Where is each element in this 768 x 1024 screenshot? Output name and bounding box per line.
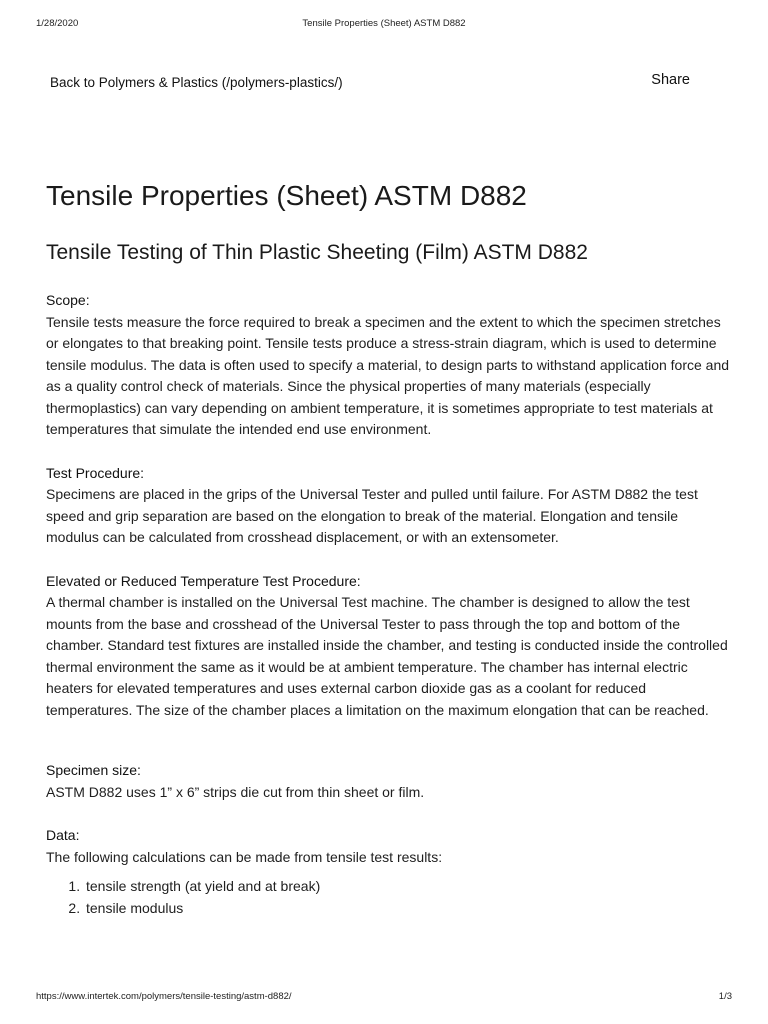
page-number: 1/3 bbox=[718, 991, 732, 1002]
section-heading: Specimen size: bbox=[46, 762, 141, 778]
section-test-procedure bbox=[46, 463, 732, 549]
section-heading: Data: bbox=[46, 827, 80, 843]
section-body: Specimens are placed in the grips of the Universal Tester and pulled until failure. For ASTM D882 the test speed and grip separation are based on the elongation to break of the material. Elongation and tensile modulus can be calculated from crosshead displacement, or with an extensometer. bbox=[46, 486, 698, 545]
section-body: Tensile tests measure the force required to break a specimen and the extent to which the specimen stretches or elongates to that breaking point. Tensile tests produce a stress-strain diagram, which is used to determine tensile modulus. The data is often used to specify a material, to design parts to withstand application force and as a quality control check of materials. Since the physical properties of many materials (especially thermoplastics) can vary depending on ambient temperature, it is sometimes appropriate to test materials at temperatures that simulate the intended end use environment. bbox=[46, 313, 730, 437]
article-content bbox=[46, 176, 732, 919]
list-item: 2. tensile modulus bbox=[84, 898, 732, 920]
print-url: https://www.intertek.com/polymers/tensile-testing/astm-d882/ bbox=[36, 991, 292, 1002]
top-navigation bbox=[50, 72, 690, 94]
print-header bbox=[0, 18, 768, 32]
page-subtitle: Tensile Testing of Thin Plastic Sheeting (Film) ASTM D882 bbox=[46, 241, 588, 264]
section-body: A thermal chamber is installed on the Universal Test machine. The chamber is designed to allow the test mounts from the base and crosshead of the Universal Tester to pass through the top and bottom of the chamber. Standard test fixtures are installed inside the chamber, and testing is conducted inside the controlled thermal environment the same as it would be at ambient temperature. The chamber has internal electric heaters for elevated temperatures and uses external carbon dioxide gas as a coolant for reduced temperatures. The size of the chamber places a limitation on the maximum elongation that can be reached. bbox=[46, 594, 728, 718]
section-temperature-procedure bbox=[46, 571, 732, 722]
print-date: 1/28/2020 bbox=[36, 18, 79, 29]
section-body: ASTM D882 uses 1” x 6” strips die cut from thin sheet or film. bbox=[46, 783, 425, 800]
section-data bbox=[46, 825, 732, 919]
page-title: Tensile Properties (Sheet) ASTM D882 bbox=[46, 180, 527, 211]
section-heading: Elevated or Reduced Temperature Test Procedure: bbox=[46, 572, 361, 589]
section-heading: Scope: bbox=[46, 292, 90, 308]
section-specimen-size bbox=[46, 760, 732, 803]
print-footer bbox=[0, 991, 768, 1005]
back-to-polymers-link[interactable]: Back to Polymers & Plastics (/polymers-plastics/) bbox=[50, 75, 343, 90]
calculations-list bbox=[46, 876, 732, 919]
print-header-title: Tensile Properties (Sheet) ASTM D882 bbox=[302, 18, 466, 29]
section-scope bbox=[46, 290, 732, 441]
section-heading: Test Procedure: bbox=[46, 464, 145, 481]
share-button[interactable]: Share bbox=[651, 72, 690, 88]
list-item: 1. tensile strength (at yield and at break) bbox=[84, 876, 732, 898]
section-body: The following calculations can be made from tensile test results: bbox=[46, 848, 443, 865]
